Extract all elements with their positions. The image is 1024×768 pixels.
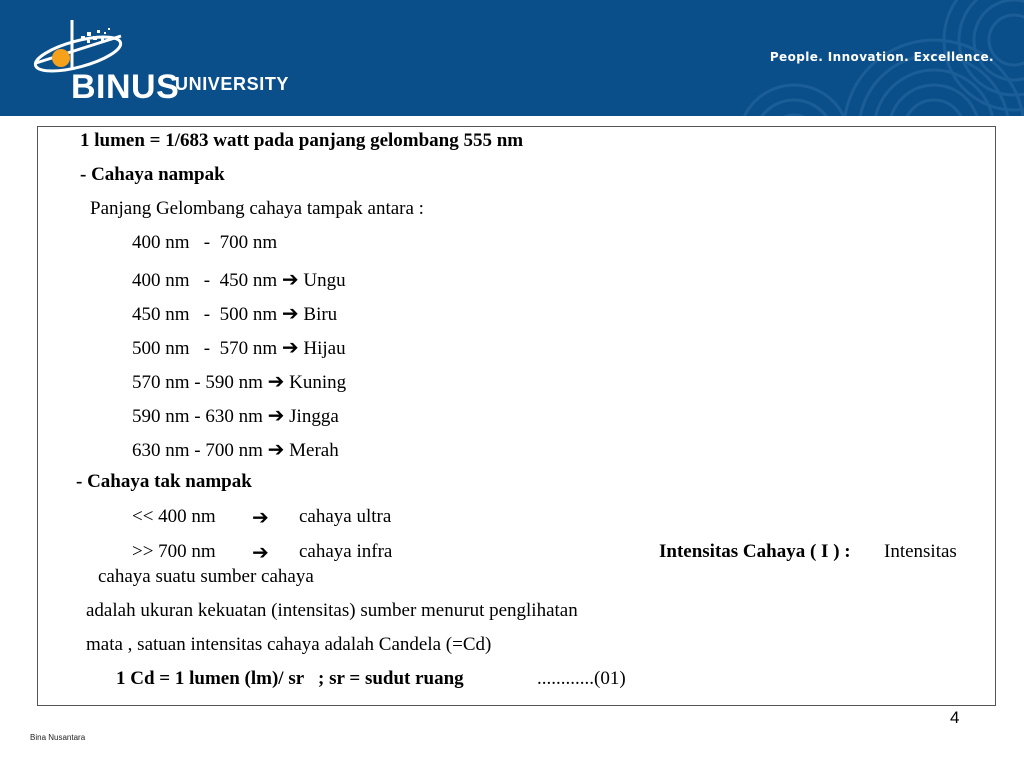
logo-brand-text: BINUS: [71, 68, 180, 106]
ultra-label: cahaya ultra: [299, 506, 392, 527]
intensity-text: mata , satuan intensitas cahaya adalah Candela (=Cd): [86, 634, 492, 655]
range-text: 400 nm - 450 nm: [132, 270, 278, 291]
right-arrow-icon: ➔: [267, 369, 285, 393]
infra-label: cahaya infra: [299, 541, 393, 562]
visible-range: 400 nm - 700 nm: [132, 232, 278, 253]
color-name: Ungu: [303, 270, 346, 291]
range-text: 590 nm - 630 nm: [132, 406, 263, 427]
intensity-heading: Intensitas Cahaya ( I ) :: [659, 541, 851, 562]
list-item: [132, 403, 339, 428]
intensity-text: Intensitas: [884, 541, 957, 562]
list-item: [132, 301, 337, 326]
color-name: Merah: [289, 440, 339, 461]
equation-number: ............(01): [537, 668, 626, 689]
color-name: Jingga: [289, 406, 339, 427]
range-text: 500 nm - 570 nm: [132, 338, 278, 359]
lumen-definition: 1 lumen = 1/683 watt pada panjang gelombang 555 nm: [80, 130, 524, 151]
candela-formula: 1 Cd = 1 lumen (lm)/ sr ; sr = sudut ruang: [116, 668, 464, 689]
footer-org: Bina Nusantara: [30, 733, 86, 742]
range-text: 570 nm - 590 nm: [132, 372, 263, 393]
right-arrow-icon: ➔: [252, 505, 269, 529]
color-name: Biru: [303, 304, 338, 325]
right-arrow-icon: ➔: [281, 335, 299, 359]
list-item: [132, 267, 346, 292]
range-text: 450 nm - 500 nm: [132, 304, 278, 325]
right-arrow-icon: ➔: [281, 267, 299, 291]
tagline: People. Innovation. Excellence.: [769, 50, 994, 64]
list-item: [132, 437, 339, 462]
invisible-light-heading: - Cahaya tak nampak: [76, 471, 252, 492]
intensity-text: adalah ukuran kekuatan (intensitas) sumber menurut penglihatan: [86, 600, 578, 621]
list-item: [132, 335, 346, 360]
binus-logo[interactable]: [26, 18, 306, 106]
color-name: Kuning: [289, 372, 347, 393]
right-arrow-icon: ➔: [267, 403, 285, 427]
right-arrow-icon: ➔: [281, 301, 299, 325]
range-text: 630 nm - 700 nm: [132, 440, 263, 461]
color-name: Hijau: [303, 338, 346, 359]
wavelength-intro: Panjang Gelombang cahaya tampak antara :: [90, 198, 424, 219]
page-number: 4: [950, 708, 960, 727]
logo-university-text: UNIVERSITY: [175, 74, 290, 94]
infra-range: >> 700 nm: [132, 541, 216, 562]
right-arrow-icon: ➔: [267, 437, 285, 461]
right-arrow-icon: ➔: [252, 540, 269, 564]
header-banner: [0, 0, 1024, 116]
visible-light-heading: - Cahaya nampak: [80, 164, 225, 185]
intensity-text: cahaya suatu sumber cahaya: [98, 566, 314, 587]
list-item: [132, 369, 346, 394]
ultra-range: << 400 nm: [132, 506, 216, 527]
